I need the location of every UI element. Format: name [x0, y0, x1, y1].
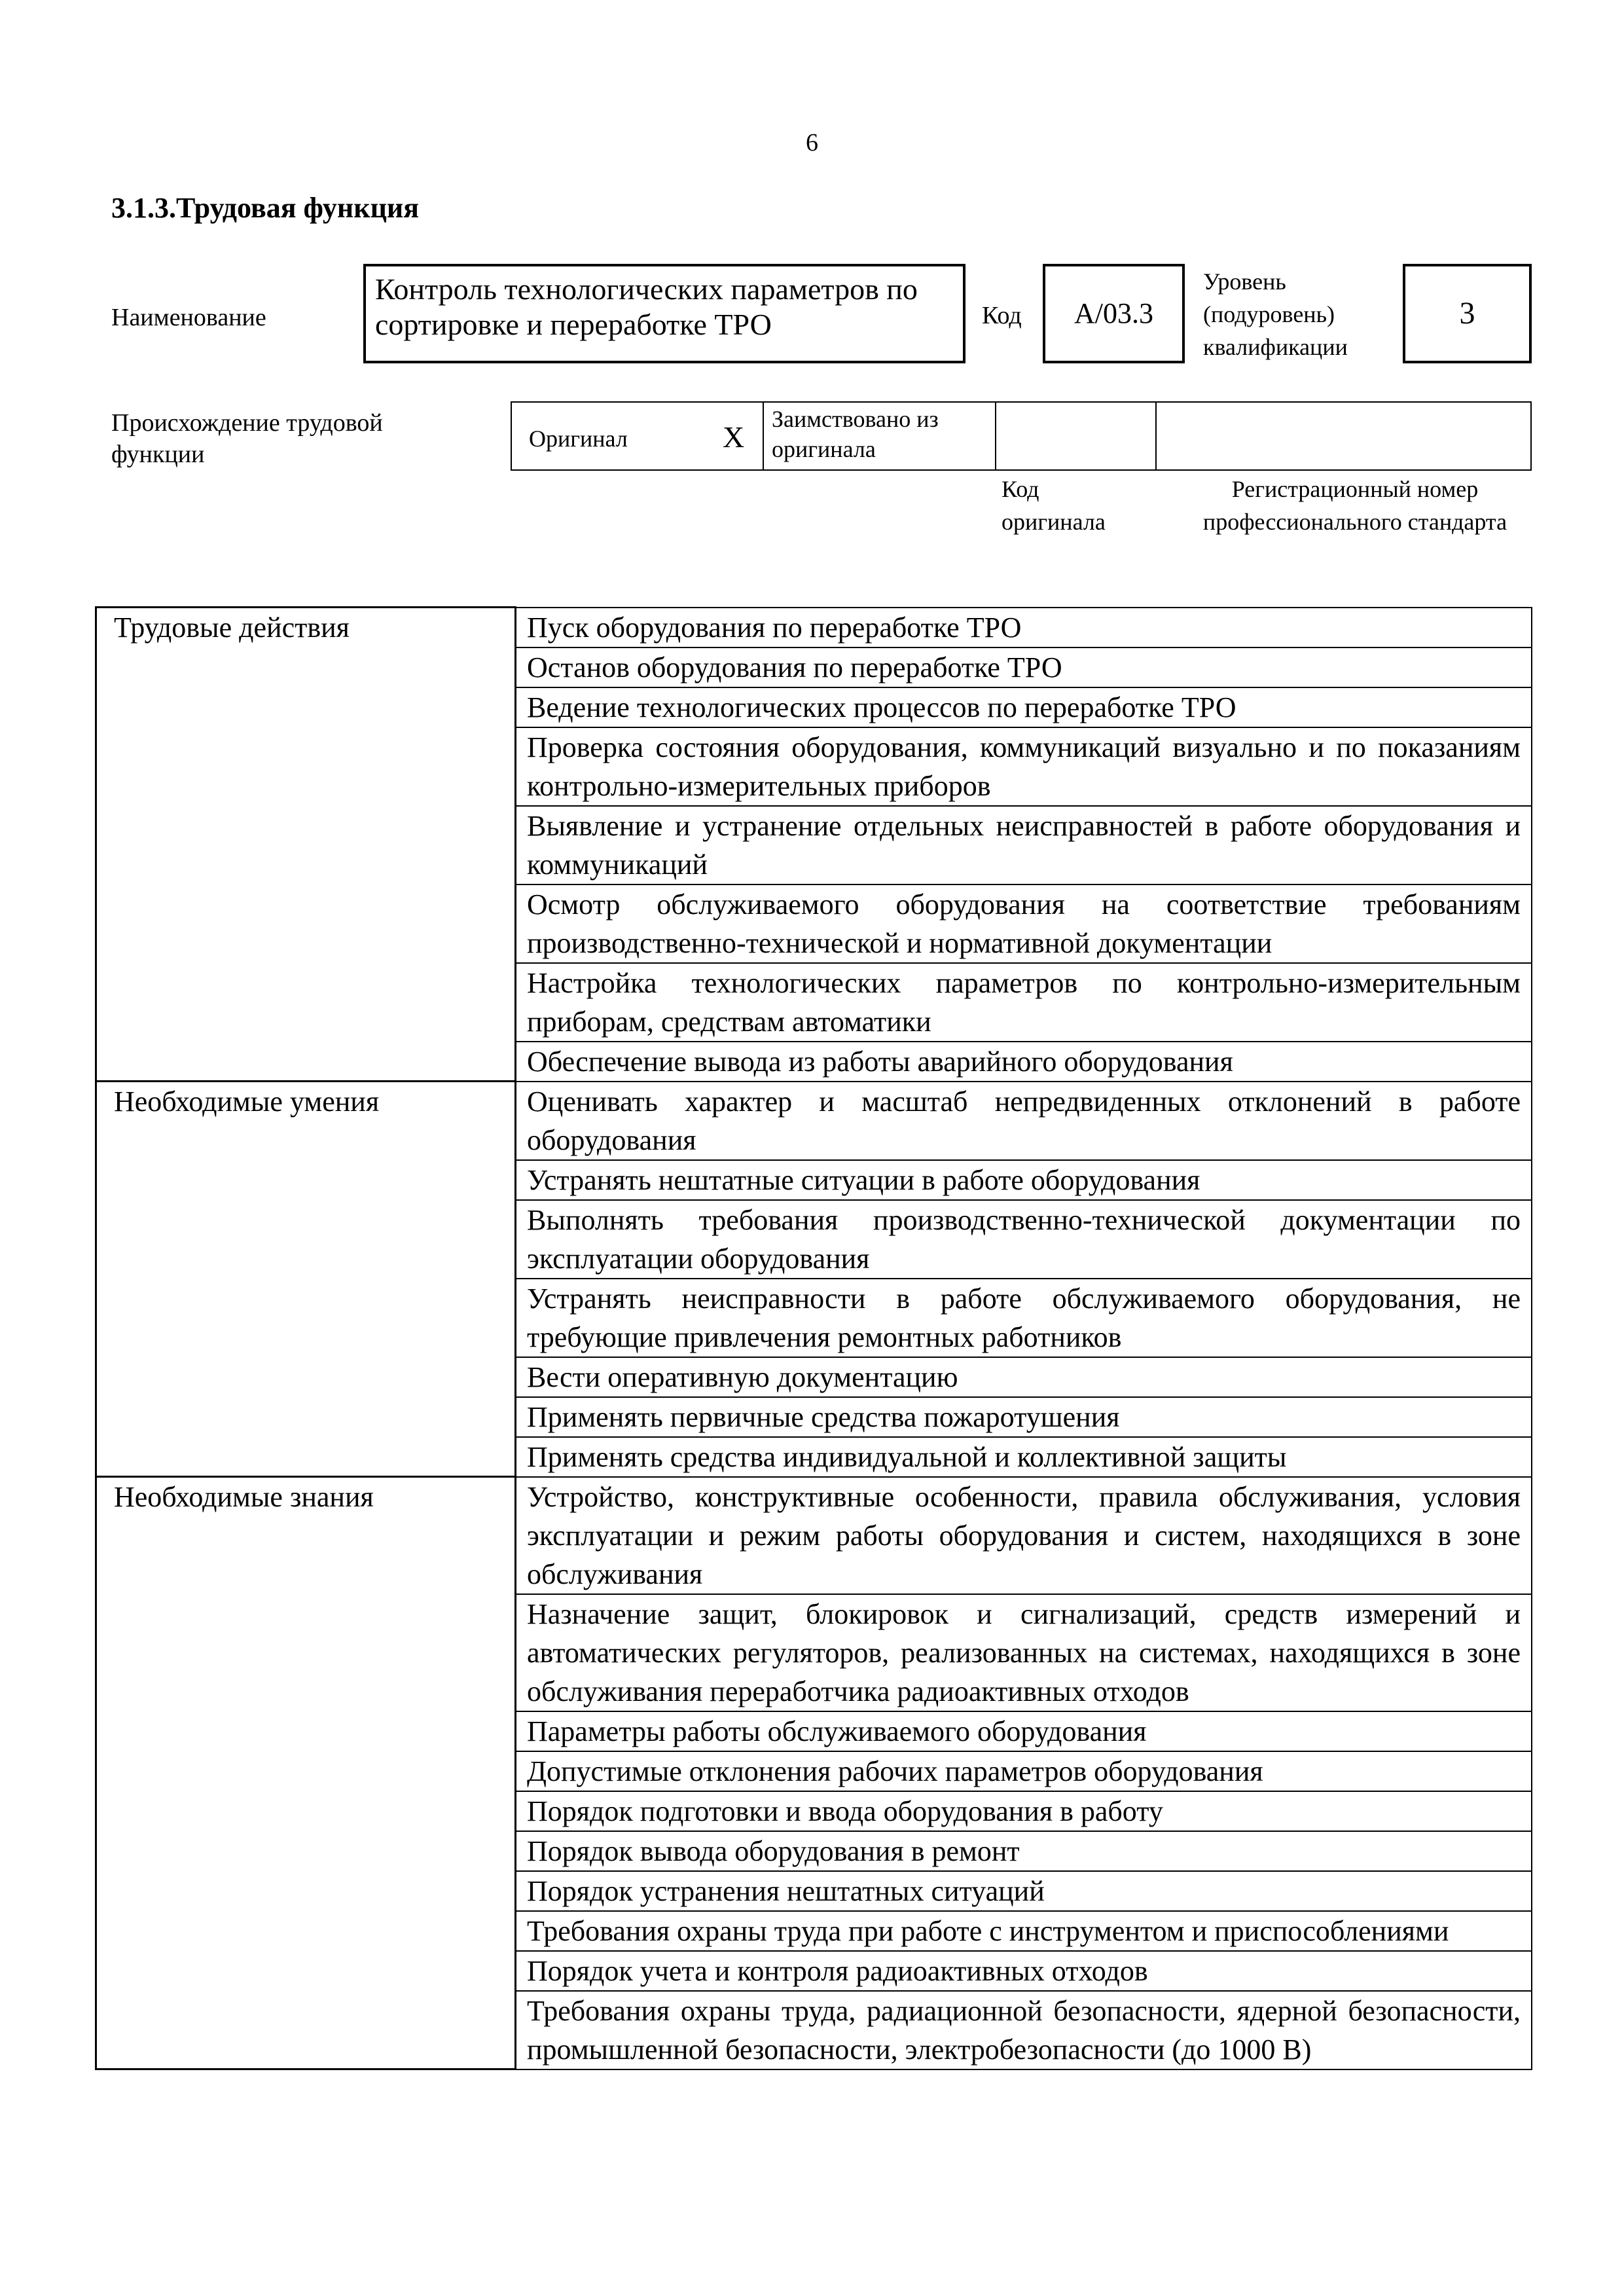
- table-cell: Останов оборудования по переработке ТРО: [516, 647, 1532, 687]
- table-cell: Устранять неисправности в работе обслуживаемого оборудования, не требующие привлечения ремонтных работников: [516, 1279, 1532, 1357]
- function-table: [95, 606, 1532, 2070]
- table-row: [96, 608, 1532, 647]
- table-cell: Параметры работы обслуживаемого оборудования: [516, 1711, 1532, 1751]
- code-original-cell: [996, 403, 1157, 469]
- origin-row: [511, 401, 1532, 471]
- borrowed-label: Заимствовано из оригинала: [772, 406, 939, 462]
- table-cell: Обеспечение вывода из работы аварийного оборудования: [516, 1042, 1532, 1082]
- table-cell: Порядок устранения нештатных ситуаций: [516, 1871, 1532, 1911]
- table-row: [96, 1477, 1532, 1594]
- table-cell: Выполнять требования производственно-технической документации по эксплуатации оборудования: [516, 1200, 1532, 1279]
- table-cell: Осмотр обслуживаемого оборудования на соответствие требованиям производственно-технической и нормативной документации: [516, 884, 1532, 963]
- table-cell: Требования охраны труда при работе с инструментом и приспособлениями: [516, 1911, 1532, 1951]
- category-cell: Трудовые действия: [96, 608, 516, 1082]
- function-name-box: Контроль технологических параметров по сортировке и переработке ТРО: [363, 264, 965, 363]
- page-number: 6: [806, 129, 818, 156]
- table-cell: Оценивать характер и масштаб непредвиденных отклонений в работе оборудования: [516, 1082, 1532, 1160]
- table-cell: Устройство, конструктивные особенности, правила обслуживания, условия эксплуатации и режим работы оборудования и систем, находящихся в зоне обслуживания: [516, 1477, 1532, 1594]
- code-label: Код: [982, 302, 1022, 329]
- table-cell: Применять средства индивидуальной и коллективной защиты: [516, 1437, 1532, 1477]
- table-cell: Назначение защит, блокировок и сигнализаций, средств измерений и автоматических регуляторов, реализованных на системах, находящихся в зоне обслуживания переработчика радиоактивных отходов: [516, 1594, 1532, 1711]
- level-box: 3: [1403, 264, 1532, 363]
- table-cell: Пуск оборудования по переработке ТРО: [516, 608, 1532, 647]
- table-cell: Настройка технологических параметров по контрольно-измерительным приборам, средствам автоматики: [516, 963, 1532, 1042]
- table-cell: Порядок учета и контроля радиоактивных отходов: [516, 1951, 1532, 1991]
- table-cell: Порядок вывода оборудования в ремонт: [516, 1831, 1532, 1871]
- reg-number-cell: [1157, 403, 1530, 469]
- table-cell: Устранять нештатные ситуации в работе оборудования: [516, 1160, 1532, 1200]
- table-cell: Ведение технологических процессов по переработке ТРО: [516, 687, 1532, 727]
- original-cell: [512, 403, 764, 469]
- table-cell: Допустимые отклонения рабочих параметров оборудования: [516, 1751, 1532, 1791]
- table-cell: Проверка состояния оборудования, коммуникаций визуально и по показаниям контрольно-измерительных приборов: [516, 727, 1532, 806]
- section-title: 3.1.3.Трудовая функция: [111, 192, 420, 224]
- borrowed-cell: [764, 403, 996, 469]
- reg-number-label: Регистрационный номер профессионального стандарта: [1202, 476, 1507, 535]
- table-cell: Выявление и устранение отдельных неисправностей в работе оборудования и коммуникаций: [516, 806, 1532, 884]
- table-cell: Порядок подготовки и ввода оборудования в работу: [516, 1791, 1532, 1831]
- original-label: Оригинал: [529, 426, 628, 452]
- original-mark: X: [723, 420, 745, 454]
- table-cell: Требования охраны труда, радиационной безопасности, ядерной безопасности, промышленной безопасности, электробезопасности (до 1000 В): [516, 1991, 1532, 2069]
- code-box: А/03.3: [1043, 264, 1185, 363]
- name-label: Наименование: [111, 304, 266, 331]
- level-label: Уровень (подуровень) квалификации: [1203, 268, 1348, 360]
- category-cell: Необходимые знания: [96, 1477, 516, 2069]
- code-original-label: Код оригинала: [1001, 476, 1106, 535]
- table-row: [96, 1082, 1532, 1160]
- origin-label: Происхождение трудовой функции: [111, 409, 383, 468]
- table-cell: Вести оперативную документацию: [516, 1357, 1532, 1397]
- table-cell: Применять первичные средства пожаротушения: [516, 1397, 1532, 1437]
- category-cell: Необходимые умения: [96, 1082, 516, 1477]
